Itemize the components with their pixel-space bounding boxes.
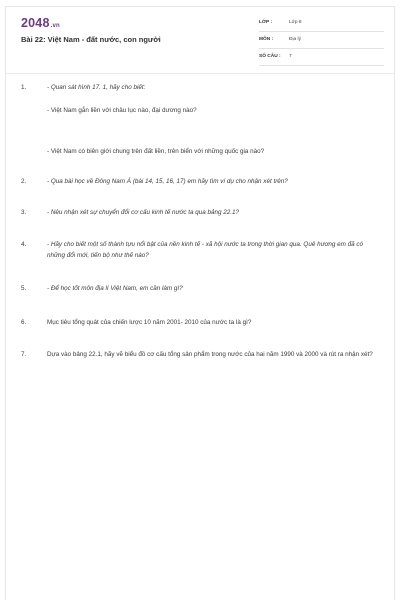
question-1-sub-2: - Việt Nam có biên giới chung trên đất liền, trên biển với những quốc gia nào?: [47, 148, 265, 155]
question-text: Mục tiêu tổng quát của chiến lược 10 năm 2001- 2010 của nước ta là gì?: [47, 319, 252, 326]
question-number: 6.: [21, 319, 27, 326]
class-value: Lớp 8: [289, 20, 302, 25]
worksheet-page: [5, 6, 395, 600]
question-number: 1.: [21, 84, 27, 91]
page-title: Bài 22: Việt Nam - đất nước, con người: [21, 35, 161, 44]
question-text: - Qua bài học về Đông Nam Á (bài 14, 15, 16, 17) em hãy tìm ví dụ cho nhận xét trên?: [47, 178, 288, 185]
meta-row-subject: [259, 35, 384, 49]
worksheet-header: [6, 7, 394, 73]
question-text: - Nêu nhận xét sự chuyển đổi cơ cấu kinh tế nước ta qua bảng 22.1?: [47, 209, 240, 216]
logo-text: 2048: [21, 16, 50, 30]
question-text: - Quan sát hình 17. 1, hãy cho biết:: [47, 84, 146, 91]
question-text: Dựa vào bảng 22.1, hãy vẽ biểu đồ cơ cấu tổng sản phẩm trong nước của hai năm 1990 và 2000 và rút ra nhận xét?: [47, 351, 373, 358]
question-number: 5.: [21, 285, 27, 292]
logo-tld: .vn: [50, 23, 60, 29]
header-divider: [6, 73, 394, 74]
meta-row-count: [259, 52, 384, 66]
subject-value: Địa lý: [289, 37, 301, 42]
subject-label: MÔN :: [259, 37, 274, 42]
question-number: 7.: [21, 351, 27, 358]
meta-row-class: [259, 18, 384, 32]
question-1-sub-1: - Việt Nam gắn liền với châu lục nào, đại dương nào?: [47, 107, 197, 114]
question-number: 4.: [21, 241, 27, 248]
count-label: SỐ CÂU :: [259, 54, 281, 59]
question-text: - Để học tốt môn địa lí Việt Nam, em cần làm gì?: [47, 285, 183, 292]
question-number: 2.: [21, 178, 27, 185]
count-value: 7: [289, 54, 292, 59]
question-text: - Hãy cho biết một số thành tựu nổi bật của nền kinh tế - xã hội nước ta trong thời gian qua. Quê hương em đã có những đổi mới, tiến bộ như thế nào?: [47, 241, 364, 259]
question-number: 3.: [21, 209, 27, 216]
site-logo[interactable]: [21, 16, 60, 30]
class-label: LỚP :: [259, 20, 273, 25]
meta-info: [259, 18, 384, 69]
